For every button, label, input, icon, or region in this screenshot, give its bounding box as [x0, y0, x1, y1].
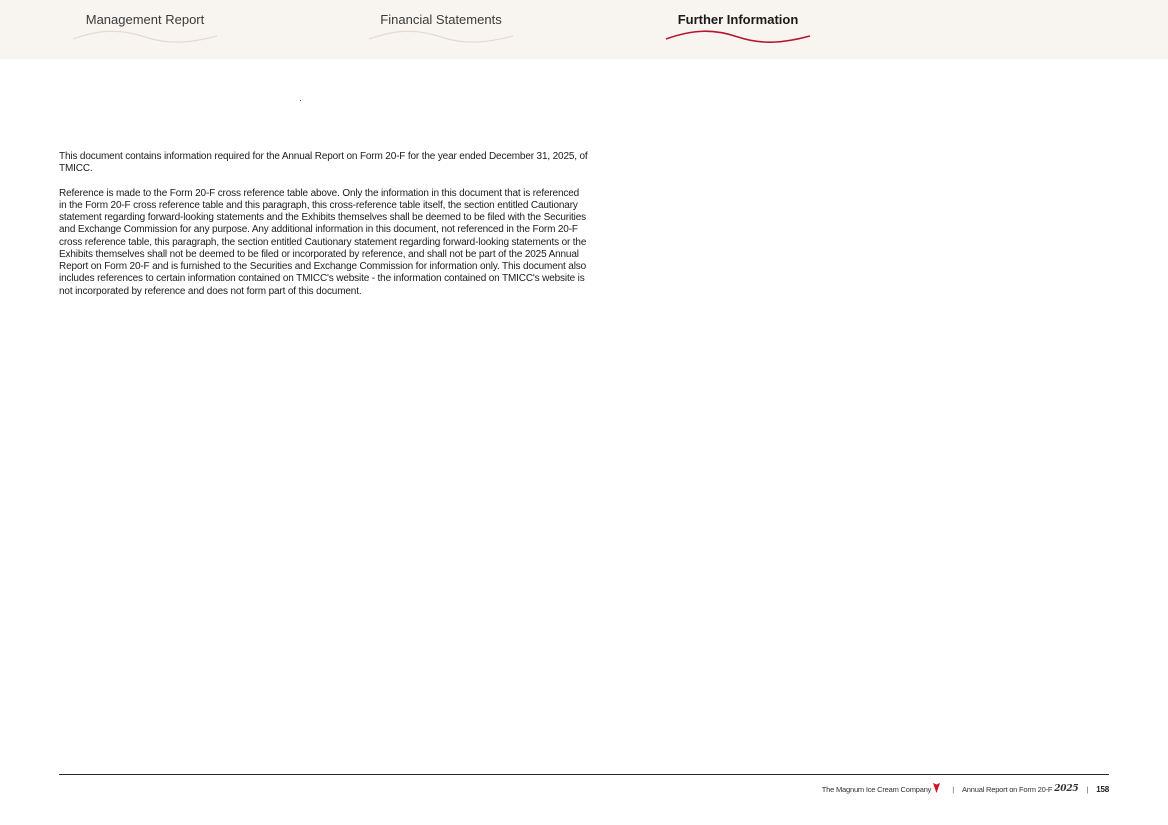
stray-dot: [300, 100, 301, 101]
tab-label: Further Information: [677, 12, 799, 27]
body-text: [59, 151, 589, 310]
tab-wave-underline: [71, 30, 219, 44]
top-navigation: [0, 0, 1168, 59]
footer-separator: |: [1086, 784, 1089, 794]
footer-company-name: The Magnum Ice Cream Company: [821, 784, 932, 794]
footer-report-title: Annual Report on Form 20-F: [961, 784, 1053, 794]
tab-wave-underline-active: [664, 30, 812, 44]
tab-label: Financial Statements: [380, 12, 502, 27]
tab-financial-statements[interactable]: [361, 0, 521, 59]
footer-separator: |: [952, 784, 954, 794]
red-heart-logo-icon: [933, 783, 940, 795]
page-footer: [822, 783, 1109, 795]
tab-wave-underline: [367, 30, 515, 44]
reference-paragraph: Reference is made to the Form 20-F cross reference table above. Only the information in this document that is referenced in the Form 20-F cross reference table and this paragraph, this cross-reference table itself, the section entitled Cautionary statement regarding forward-looking statements and the Exhibits themselves shall be deemed to be filed with the Securities and Exchange Commission for any purpose. Any additional information in this document, not referenced in the Form 20-F cross reference table, this paragraph, the section entitled Cautionary statement regarding forward-looking statements or the Exhibits themselves shall not be deemed to be filed or incorporated by reference, and shall not be part of the 2025 Annual Report on Form 20-F and is furnished to the Securities and Exchange Commission for information only. This document also includes references to certain information contained on TMICC's website - the information contained on TMICC's website is not incorporated by reference and does not form part of this document.: [59, 187, 587, 297]
tab-label: Management Report: [85, 12, 205, 27]
tab-further-information[interactable]: [658, 0, 818, 59]
footer-year: 2025: [1054, 784, 1079, 794]
page-number: 158: [1096, 784, 1109, 794]
intro-paragraph: This document contains information required for the Annual Report on Form 20-F for the year ended December 31, 2025, of TMICC.: [59, 151, 588, 175]
tab-management-report[interactable]: [65, 0, 225, 59]
footer-divider: [59, 774, 1109, 775]
